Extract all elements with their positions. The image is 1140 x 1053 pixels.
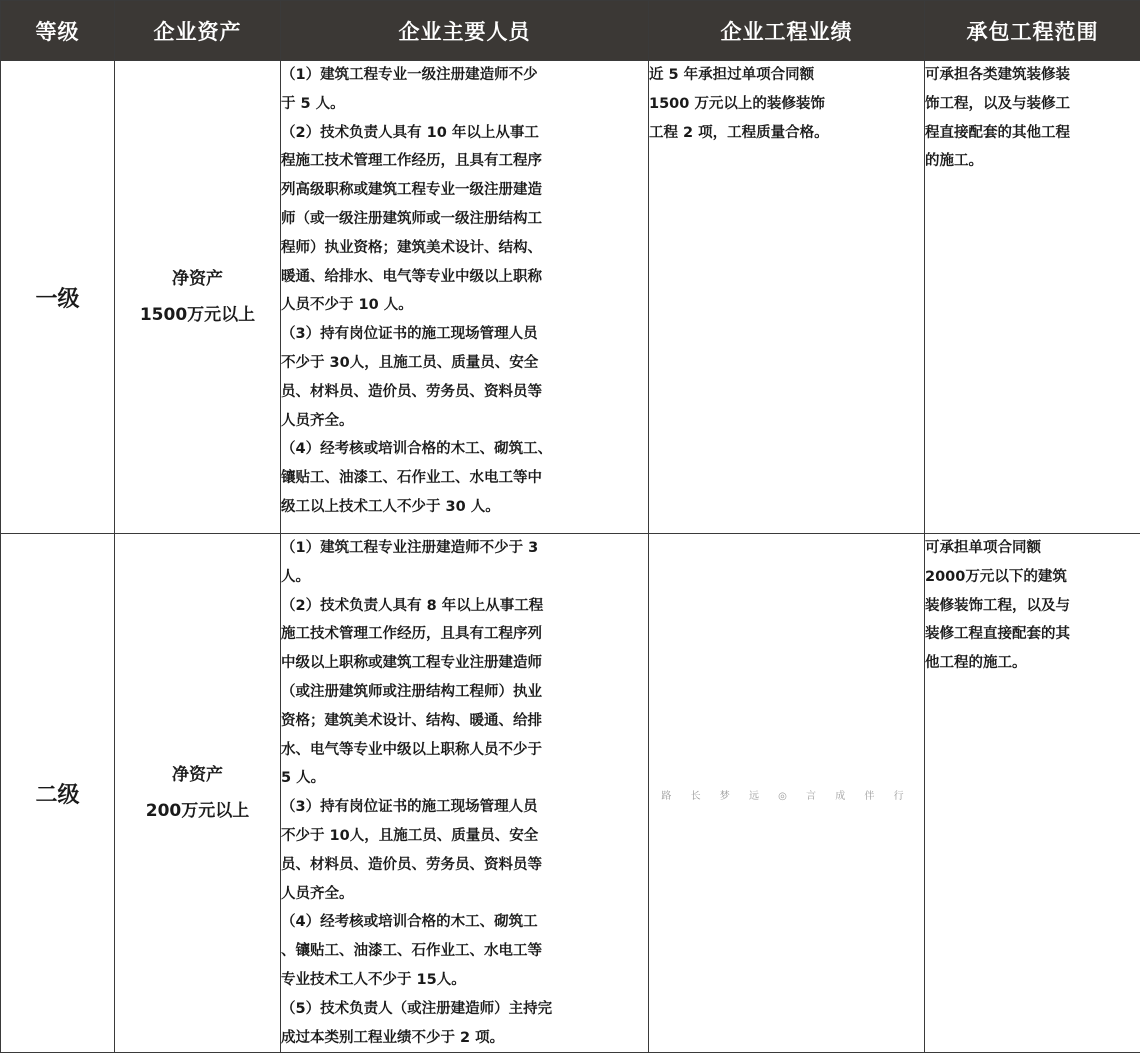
cell-text-line: （4）经考核或培训合格的木工、砌筑工 xyxy=(281,908,648,937)
header-performance: 企业工程业绩 xyxy=(649,1,925,61)
watermark-text: 路 长 梦 远 ◎ 言 成 伴 行 xyxy=(661,791,911,802)
table-row-grade-2 xyxy=(1,534,1140,1053)
cell-text-line: （4）经考核或培训合格的木工、砌筑工、 xyxy=(281,435,648,464)
header-row xyxy=(1,1,1140,61)
cell-text-line: 可承担单项合同额 xyxy=(925,534,1140,563)
cell-text-line: 人员不少于 10 人。 xyxy=(281,291,648,320)
scope-cell xyxy=(925,534,1140,1053)
cell-text-line: 成过本类别工程业绩不少于 2 项。 xyxy=(281,1024,648,1053)
cell-text-line: （5）技术负责人（或注册建造师）主持完 xyxy=(281,995,648,1024)
cell-text-line: 于 5 人。 xyxy=(281,90,648,119)
cell-text-line: 不少于 10人，且施工员、质量员、安全 xyxy=(281,822,648,851)
cell-text-line: 资格；建筑美术设计、结构、暖通、给排 xyxy=(281,707,648,736)
cell-text-line: 2000万元以下的建筑 xyxy=(925,563,1140,592)
assets-label: 净资产 xyxy=(115,261,280,297)
cell-text-line: 装修装饰工程，以及与 xyxy=(925,592,1140,621)
cell-text-line: 他工程的施工。 xyxy=(925,649,1140,678)
cell-text-line: （2）技术负责人具有 8 年以上从事工程 xyxy=(281,592,648,621)
cell-text-line: （2）技术负责人具有 10 年以上从事工 xyxy=(281,119,648,148)
grade-cell: 二级 xyxy=(1,534,115,1053)
cell-text-line: 师（或一级注册建筑师或一级注册结构工 xyxy=(281,205,648,234)
table-row-grade-1 xyxy=(1,61,1140,534)
cell-text-line: 、镶贴工、油漆工、石作业工、水电工等 xyxy=(281,937,648,966)
header-scope: 承包工程范围 xyxy=(925,1,1140,61)
cell-text-line: 列高级职称或建筑工程专业一级注册建造 xyxy=(281,176,648,205)
cell-text-line: 级工以上技术工人不少于 30 人。 xyxy=(281,493,648,522)
cell-text-line: 人员齐全。 xyxy=(281,407,648,436)
cell-text-line: 镶贴工、油漆工、石作业工、水电工等中 xyxy=(281,464,648,493)
cell-text-line: 程师）执业资格；建筑美术设计、结构、 xyxy=(281,234,648,263)
cell-text-line: 中级以上职称或建筑工程专业注册建造师 xyxy=(281,649,648,678)
header-staff: 企业主要人员 xyxy=(281,1,649,61)
cell-text-line: 人员齐全。 xyxy=(281,880,648,909)
header-grade: 等级 xyxy=(1,1,115,61)
table-header xyxy=(1,1,1140,61)
performance-cell xyxy=(649,534,925,1053)
cell-text-line: 近 5 年承担过单项合同额 xyxy=(649,61,924,90)
cell-text-line: （或注册建筑师或注册结构工程师）执业 xyxy=(281,678,648,707)
cell-text-line: （1）建筑工程专业一级注册建造师不少 xyxy=(281,61,648,90)
cell-text-line: （3）持有岗位证书的施工现场管理人员 xyxy=(281,793,648,822)
assets-label: 净资产 xyxy=(115,757,280,793)
assets-value: 200万元以上 xyxy=(115,793,280,829)
cell-text-line: 程直接配套的其他工程 xyxy=(925,119,1140,148)
cell-text-line: 饰工程，以及与装修工 xyxy=(925,90,1140,119)
cell-text-line: 人。 xyxy=(281,563,648,592)
cell-text-line: 施工技术管理工作经历，且具有工程序列 xyxy=(281,620,648,649)
assets-cell xyxy=(115,61,281,534)
cell-text-line: 员、材料员、造价员、劳务员、资料员等 xyxy=(281,378,648,407)
cell-text-line: 1500 万元以上的装修装饰 xyxy=(649,90,924,119)
cell-text-line: 员、材料员、造价员、劳务员、资料员等 xyxy=(281,851,648,880)
staff-cell xyxy=(281,534,649,1053)
cell-text-line: 可承担各类建筑装修装 xyxy=(925,61,1140,90)
cell-text-line: 专业技术工人不少于 15人。 xyxy=(281,966,648,995)
staff-cell xyxy=(281,61,649,534)
assets-cell xyxy=(115,534,281,1053)
cell-text-line: 工程 2 项，工程质量合格。 xyxy=(649,119,924,148)
header-assets: 企业资产 xyxy=(115,1,281,61)
cell-text-line: 5 人。 xyxy=(281,764,648,793)
cell-text-line: 的施工。 xyxy=(925,147,1140,176)
cell-text-line: 水、电气等专业中级以上职称人员不少于 xyxy=(281,736,648,765)
assets-value: 1500万元以上 xyxy=(115,297,280,333)
cell-text-line: （1）建筑工程专业注册建造师不少于 3 xyxy=(281,534,648,563)
grade-cell: 一级 xyxy=(1,61,115,534)
cell-text-line: 程施工技术管理工作经历，且具有工程序 xyxy=(281,147,648,176)
cell-text-line: （3）持有岗位证书的施工现场管理人员 xyxy=(281,320,648,349)
cell-text-line: 装修工程直接配套的其 xyxy=(925,620,1140,649)
cell-text-line: 暖通、给排水、电气等专业中级以上职称 xyxy=(281,263,648,292)
performance-cell xyxy=(649,61,925,534)
cell-text-line: 不少于 30人，且施工员、质量员、安全 xyxy=(281,349,648,378)
scope-cell xyxy=(925,61,1140,534)
